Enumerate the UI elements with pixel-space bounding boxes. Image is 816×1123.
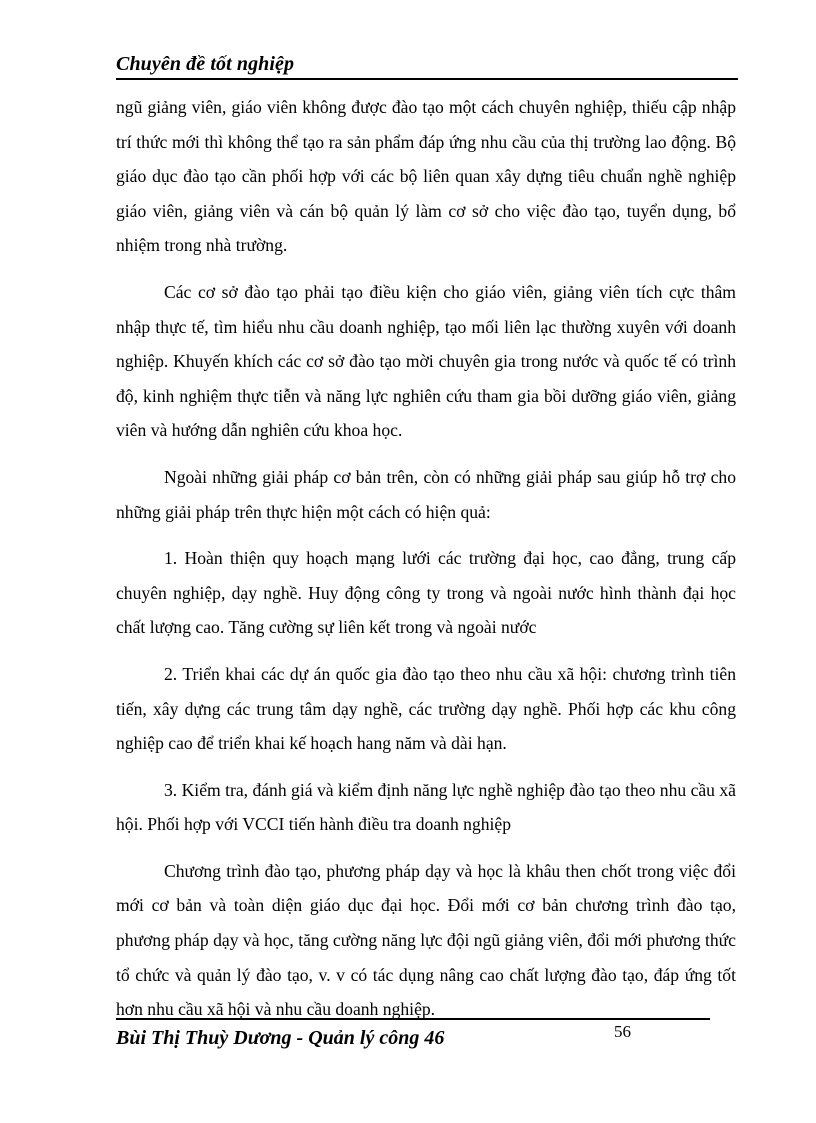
page-header — [116, 52, 738, 80]
paragraph: Các cơ sở đào tạo phải tạo điều kiện cho giáo viên, giảng viên tích cực thâm nhập thực tế, tìm hiểu nhu cầu doanh nghiệp, tạo mối liên lạc thường xuyên với doanh nghiệp. Khuyến khích các cơ sở đào tạo mời chuyên gia trong nước và quốc tế có trình độ, kinh nghiệm thực tiễn và năng lực nghiên cứu tham gia bồi dưỡng giáo viên, giảng viên và hướng dẫn nghiên cứu khoa học. — [116, 281, 736, 441]
page-number: 56 — [614, 1022, 631, 1041]
header-title: Chuyên đề tốt nghiệp — [116, 53, 295, 75]
paragraph: Ngoài những giải pháp cơ bản trên, còn có những giải pháp sau giúp hỗ trợ cho những giải pháp trên thực hiện một cách có hiện quả: — [116, 466, 736, 522]
body-text — [116, 90, 736, 1039]
footer-divider — [116, 1018, 710, 1020]
footer-author: Bùi Thị Thuỳ Dương - Quản lý công 46 — [116, 1027, 445, 1049]
paragraph: Chương trình đào tạo, phương pháp dạy và học là khâu then chốt trong việc đổi mới cơ bản và toàn diện giáo dục đại học. Đổi mới cơ bản chương trình đào tạo, phương pháp dạy và học, tăng cường năng lực đội ngũ giảng viên, đổi mới phương thức tổ chức và quản lý đào tạo, v. v có tác dụng nâng cao chất lượng đào tạo, đáp ứng tốt hơn nhu cầu xã hội và nhu cầu doanh nghiệp. — [116, 860, 736, 1020]
paragraph-continuation: ngũ giảng viên, giáo viên không được đào tạo một cách chuyên nghiệp, thiếu cập nhập trí thức mới thì không thể tạo ra sản phẩm đáp ứng nhu cầu của thị trường lao động. Bộ giáo dục đào tạo cần phối hợp với các bộ liên quan xây dựng tiêu chuẩn nghề nghiệp giáo viên, giảng viên và cán bộ quản lý làm cơ sở cho việc đào tạo, tuyển dụng, bổ nhiệm trong nhà trường. — [116, 97, 736, 256]
list-item: 2. Triển khai các dự án quốc gia đào tạo theo nhu cầu xã hội: chương trình tiên tiến, xây dựng các trung tâm dạy nghề, các trường dạy nghề. Phối hợp các khu công nghiệp cao để triển khai kế hoạch hang năm và dài hạn. — [116, 663, 736, 754]
list-item: 3. Kiểm tra, đánh giá và kiểm định năng lực nghề nghiệp đào tạo theo nhu cầu xã hội. Phối hợp với VCCI tiến hành điều tra doanh nghiệp — [116, 779, 736, 835]
list-item: 1. Hoàn thiện quy hoạch mạng lưới các trường đại học, cao đẳng, trung cấp chuyên nghiệp, dạy nghề. Huy động công ty trong và ngoài nước hình thành đại học chất lượng cao. Tăng cường sự liên kết trong và ngoài nước — [116, 548, 736, 638]
